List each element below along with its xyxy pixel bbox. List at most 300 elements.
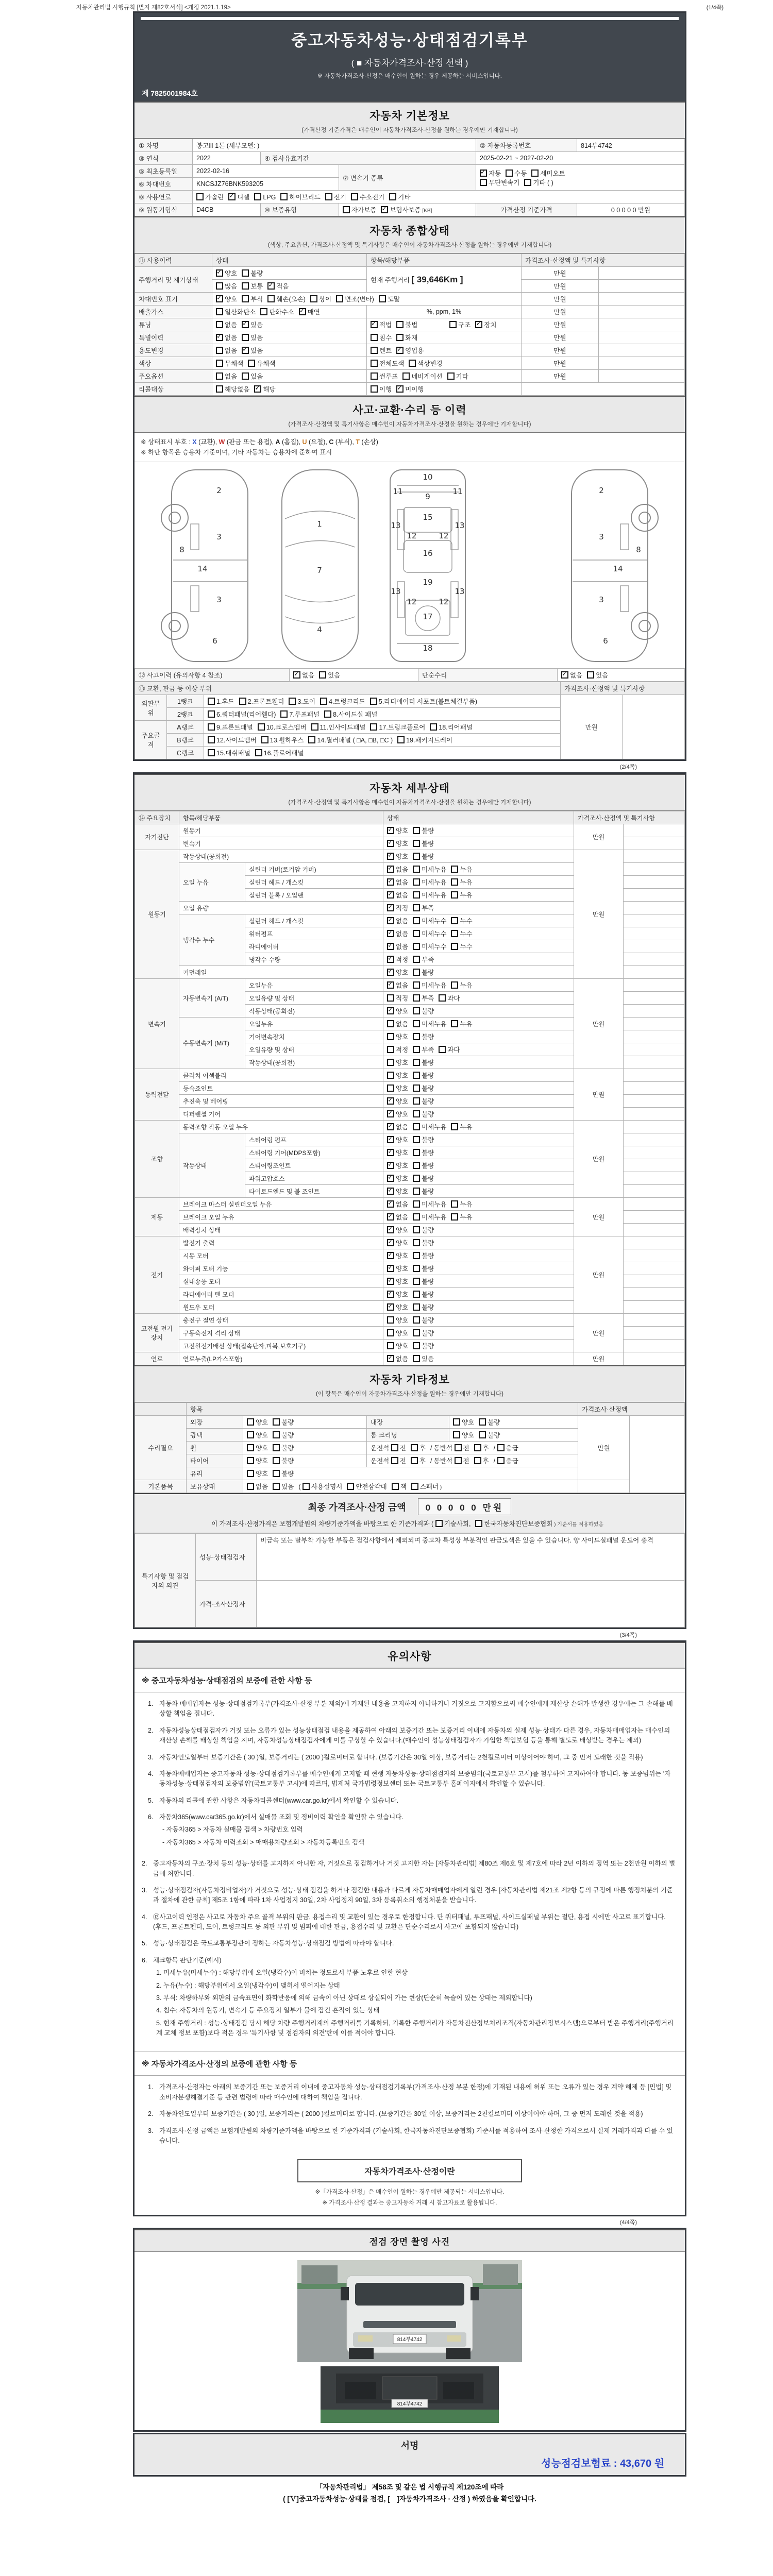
unchecked-box[interactable] [196,193,204,200]
checkbox-불량[interactable] [413,839,434,848]
checkbox-불량[interactable] [273,1430,294,1439]
unchecked-box[interactable] [392,1483,399,1490]
checkbox-양호[interactable] [387,1251,408,1260]
unchecked-box[interactable] [216,308,223,315]
unchecked-box[interactable] [247,1418,254,1426]
unchecked-box[interactable] [254,193,261,200]
unchecked-box[interactable] [387,1329,394,1336]
unchecked-box[interactable] [413,1084,420,1092]
checkbox-구조[interactable] [449,320,470,329]
checkbox-부족[interactable] [413,993,434,1003]
checkbox-6.쿼터패널(리어휀다)[interactable] [208,709,276,719]
checkbox-양호[interactable] [216,294,237,303]
checkbox-기타[interactable] [447,371,468,381]
checkbox-무단변속기[interactable] [480,178,519,187]
unchecked-box[interactable] [280,710,288,718]
unchecked-box[interactable] [216,372,223,380]
checkbox-양호[interactable] [387,1187,408,1196]
unchecked-box[interactable] [439,1046,446,1053]
checked-box[interactable] [387,1291,394,1298]
unchecked-box[interactable] [371,360,378,367]
checkbox-2.프론트휀더[interactable] [239,697,284,706]
checkbox-있음[interactable] [413,1354,434,1363]
checkbox-전[interactable] [430,1443,469,1452]
checked-box[interactable] [387,1110,394,1117]
unchecked-box[interactable] [289,698,296,705]
unchecked-box[interactable] [310,295,317,302]
unchecked-box[interactable] [267,295,275,302]
checkbox-기타 ( )[interactable] [524,178,553,187]
unchecked-box[interactable] [208,749,215,756]
checkbox-있음[interactable] [242,371,263,381]
unchecked-box[interactable] [409,360,416,367]
checkbox-훼손(오손)[interactable] [267,294,306,303]
unchecked-box[interactable] [242,334,249,341]
checkbox-없음[interactable] [216,320,237,329]
checkbox-불량[interactable] [413,1302,434,1312]
unchecked-box[interactable] [247,1444,254,1451]
unchecked-box[interactable] [413,1355,420,1362]
checkbox-LPG[interactable] [254,193,276,201]
checkbox-8.사이드실 패널[interactable] [324,709,377,719]
unchecked-box[interactable] [379,295,386,302]
checkbox-불량[interactable] [413,1083,434,1093]
checkbox-있음[interactable] [242,320,263,329]
unchecked-box[interactable] [413,1316,420,1324]
checkbox-미세누수[interactable] [413,916,446,925]
checkbox-양호[interactable] [387,1006,408,1015]
checkbox-디젤[interactable] [228,192,249,201]
checkbox-없음[interactable] [387,1354,408,1363]
checkbox-없음[interactable] [387,929,408,938]
checkbox-15.대쉬패널[interactable] [208,748,250,757]
unchecked-box[interactable] [479,1431,486,1438]
unchecked-box[interactable] [324,710,331,718]
checked-box[interactable] [387,956,394,963]
checkbox-불량[interactable] [413,1264,434,1273]
checked-box[interactable] [387,1252,394,1259]
checked-box[interactable] [299,308,306,315]
unchecked-box[interactable] [453,1418,460,1426]
checkbox-양호[interactable] [387,1135,408,1144]
checkbox-화재[interactable] [396,333,417,342]
checkbox-7.루프패널[interactable] [280,709,320,719]
checkbox-양호[interactable] [387,1277,408,1286]
checkbox-양호[interactable] [247,1456,268,1465]
checked-box[interactable] [242,321,249,328]
checkbox-많음[interactable] [216,281,237,291]
checkbox-불량[interactable] [413,1148,434,1157]
checkbox-양호[interactable] [453,1417,474,1427]
unchecked-box[interactable] [387,1046,394,1053]
checkbox-불량[interactable] [242,268,263,278]
checkbox-5.라디에이터 서포트(볼트체결부품)[interactable] [370,697,477,706]
checkbox-없음[interactable] [216,371,237,381]
checkbox-불량[interactable] [273,1456,294,1465]
checkbox-세미오토[interactable] [531,168,565,178]
checkbox-없음[interactable] [387,1019,408,1028]
checked-box[interactable] [387,1149,394,1156]
unchecked-box[interactable] [413,1046,420,1053]
checkbox-미세누유[interactable] [413,1019,446,1028]
checkbox-없음[interactable] [561,670,582,680]
checkbox-누유[interactable] [451,980,472,990]
checked-box[interactable] [387,1278,394,1285]
checked-box[interactable] [387,1007,394,1014]
unchecked-box[interactable] [451,943,458,950]
unchecked-box[interactable] [413,943,420,950]
unchecked-box[interactable] [370,698,377,705]
unchecked-box[interactable] [336,295,343,302]
unchecked-box[interactable] [343,206,350,213]
checked-box[interactable] [387,1200,394,1208]
unchecked-box[interactable] [451,1123,458,1130]
unchecked-box[interactable] [413,969,420,976]
unchecked-box[interactable] [413,1188,420,1195]
checkbox-누유[interactable] [451,1212,472,1222]
checkbox-전[interactable] [371,1456,406,1465]
checkbox-있음[interactable] [242,346,263,355]
unchecked-box[interactable] [216,347,223,354]
unchecked-box[interactable] [396,334,404,341]
checkbox-양호[interactable] [387,1328,408,1337]
unchecked-box[interactable] [451,1200,458,1208]
unchecked-box[interactable] [435,1520,443,1527]
checked-box[interactable] [475,321,482,328]
checkbox-미세누유[interactable] [413,1199,446,1209]
unchecked-box[interactable] [216,282,223,290]
checkbox-양호[interactable] [387,1238,408,1247]
unchecked-box[interactable] [387,1316,394,1324]
checked-box[interactable] [387,1123,394,1130]
checked-box[interactable] [381,206,388,213]
unchecked-box[interactable] [397,736,405,743]
checkbox-불량[interactable] [413,1277,434,1286]
checkbox-18.리어패널[interactable] [430,722,473,732]
checkbox-후[interactable] [474,1443,489,1452]
checkbox-상이[interactable] [310,294,331,303]
checkbox-미세누수[interactable] [413,942,446,951]
checkbox-불량[interactable] [413,1109,434,1118]
checkbox-양호[interactable] [387,852,408,861]
checkbox-과다[interactable] [439,993,460,1003]
unchecked-box[interactable] [413,1072,420,1079]
unchecked-box[interactable] [371,372,378,380]
checkbox-양호[interactable] [387,1174,408,1183]
checkbox-양호[interactable] [387,1148,408,1157]
checkbox-미이행[interactable] [396,384,424,394]
checkbox-불량[interactable] [413,1187,434,1196]
unchecked-box[interactable] [311,723,318,731]
unchecked-box[interactable] [260,308,267,315]
unchecked-box[interactable] [273,1483,280,1490]
unchecked-box[interactable] [370,723,377,731]
checkbox-19.패키지트레이[interactable] [397,735,452,744]
checkbox-일산화탄소[interactable] [216,307,256,316]
unchecked-box[interactable] [239,698,246,705]
unchecked-box[interactable] [455,1457,462,1464]
checkbox-변조(변타)[interactable] [336,294,374,303]
unchecked-box[interactable] [413,1162,420,1169]
unchecked-box[interactable] [273,1418,280,1426]
unchecked-box[interactable] [351,193,358,200]
checkbox-스패너[interactable] [411,1482,442,1491]
checked-box[interactable] [396,347,404,354]
unchecked-box[interactable] [413,878,420,886]
checkbox-사용설명서[interactable] [298,1482,342,1491]
unchecked-box[interactable] [451,930,458,937]
unchecked-box[interactable] [524,179,531,186]
checkbox-불량[interactable] [413,1071,434,1080]
unchecked-box[interactable] [347,1483,354,1490]
unchecked-box[interactable] [506,170,513,177]
checkbox-무채색[interactable] [216,359,243,368]
checkbox-미세누유[interactable] [413,877,446,887]
checkbox-없음[interactable] [387,1212,408,1222]
checked-box[interactable] [561,671,568,679]
checkbox-양호[interactable] [387,1071,408,1080]
checked-box[interactable] [387,1162,394,1169]
unchecked-box[interactable] [247,1431,254,1438]
unchecked-box[interactable] [413,1110,420,1117]
unchecked-box[interactable] [391,1444,398,1451]
checked-box[interactable] [387,1175,394,1182]
checkbox-색상변경[interactable] [409,359,442,368]
checkbox-보험사보증[interactable] [381,205,432,214]
checkbox-누유[interactable] [451,1019,472,1028]
checkbox-양호[interactable] [387,1302,408,1312]
unchecked-box[interactable] [387,1020,394,1027]
unchecked-box[interactable] [273,1457,280,1464]
unchecked-box[interactable] [242,295,249,302]
unchecked-box[interactable] [371,385,378,393]
unchecked-box[interactable] [325,193,332,200]
unchecked-box[interactable] [396,321,404,328]
unchecked-box[interactable] [402,372,410,380]
checkbox-후[interactable] [411,1443,426,1452]
checkbox-누유[interactable] [451,1199,472,1209]
unchecked-box[interactable] [387,994,394,1002]
unchecked-box[interactable] [387,1033,394,1040]
unchecked-box[interactable] [280,193,288,200]
unchecked-box[interactable] [451,981,458,989]
unchecked-box[interactable] [387,1059,394,1066]
unchecked-box[interactable] [208,736,215,743]
checkbox-양호[interactable] [387,839,408,848]
unchecked-box[interactable] [273,1470,280,1477]
checkbox-미세누유[interactable] [413,980,446,990]
checkbox-영업용[interactable] [396,346,424,355]
checkbox-불량[interactable] [479,1430,500,1439]
checkbox-16.플로어패널[interactable] [255,748,304,757]
checkbox-불량[interactable] [413,1161,434,1170]
checked-box[interactable] [387,904,394,911]
checked-box[interactable] [387,1097,394,1105]
checkbox-썬루프[interactable] [371,371,398,381]
unchecked-box[interactable] [411,1444,418,1451]
checkbox-있음[interactable] [319,670,340,680]
unchecked-box[interactable] [430,723,437,731]
unchecked-box[interactable] [413,853,420,860]
checkbox-없음[interactable] [387,865,408,874]
checkbox-불량[interactable] [413,826,434,835]
unchecked-box[interactable] [248,360,255,367]
unchecked-box[interactable] [413,827,420,834]
unchecked-box[interactable] [480,179,487,186]
unchecked-box[interactable] [474,1457,481,1464]
checkbox-양호[interactable] [216,268,237,278]
checkbox-양호[interactable] [387,1264,408,1273]
unchecked-box[interactable] [242,282,249,290]
unchecked-box[interactable] [247,1483,254,1490]
unchecked-box[interactable] [497,1457,505,1464]
unchecked-box[interactable] [413,904,420,911]
checkbox-유채색[interactable] [248,359,275,368]
checkbox-불량[interactable] [413,1058,434,1067]
checked-box[interactable] [387,827,394,834]
checkbox-누수[interactable] [451,929,472,938]
checkbox-해당[interactable] [254,384,275,394]
unchecked-box[interactable] [453,1431,460,1438]
unchecked-box[interactable] [413,917,420,924]
unchecked-box[interactable] [439,994,446,1002]
unchecked-box[interactable] [451,1213,458,1221]
unchecked-box[interactable] [413,1342,420,1349]
unchecked-box[interactable] [451,917,458,924]
checkbox-없음[interactable] [387,1122,408,1131]
checkbox-매연[interactable] [299,307,320,316]
checkbox-없음[interactable] [387,877,408,887]
unchecked-box[interactable] [208,710,215,718]
checked-box[interactable] [293,671,300,679]
checkbox-11.인사이드패널[interactable] [311,722,366,732]
checkbox-있음[interactable] [273,1482,294,1491]
unchecked-box[interactable] [216,321,223,328]
checked-box[interactable] [387,1265,394,1272]
unchecked-box[interactable] [387,1072,394,1079]
checkbox-누유[interactable] [451,877,472,887]
checkbox-양호[interactable] [247,1417,268,1427]
checkbox-누유[interactable] [451,865,472,874]
checkbox-양호[interactable] [387,1290,408,1299]
unchecked-box[interactable] [451,891,458,899]
checkbox-양호[interactable] [387,1032,408,1041]
unchecked-box[interactable] [413,1007,420,1014]
checkbox-과다[interactable] [439,1045,460,1054]
unchecked-box[interactable] [413,956,420,963]
checkbox-불량[interactable] [273,1469,294,1478]
checkbox-양호[interactable] [387,1161,408,1170]
checked-box[interactable] [387,1303,394,1311]
checkbox-장치[interactable] [475,320,496,329]
checkbox-불량[interactable] [413,968,434,977]
unchecked-box[interactable] [208,723,215,731]
unchecked-box[interactable] [413,1265,420,1272]
checkbox-13.휠하우스[interactable] [261,735,304,744]
unchecked-box[interactable] [413,1213,420,1221]
checkbox-없음[interactable] [387,916,408,925]
unchecked-box[interactable] [413,891,420,899]
checked-box[interactable] [396,385,404,393]
checkbox-없음[interactable] [387,890,408,900]
unchecked-box[interactable] [308,736,315,743]
checkbox-양호[interactable] [247,1469,268,1478]
unchecked-box[interactable] [413,1291,420,1298]
checkbox-불량[interactable] [413,1328,434,1337]
unchecked-box[interactable] [479,1418,486,1426]
checkbox-적음[interactable] [267,281,289,291]
checked-box[interactable] [387,1239,394,1246]
checked-box[interactable] [387,878,394,886]
checkbox-불량[interactable] [479,1417,500,1427]
checkbox-전[interactable] [371,1443,406,1452]
checkbox-자가보증[interactable] [343,205,376,214]
unchecked-box[interactable] [587,671,594,679]
checkbox-해당없음[interactable] [216,384,249,394]
checkbox-불법[interactable] [396,320,417,329]
checkbox-10.크로스멤버[interactable] [258,722,307,732]
checkbox-전기[interactable] [325,192,346,201]
unchecked-box[interactable] [413,1175,420,1182]
checkbox-양호[interactable] [453,1430,474,1439]
unchecked-box[interactable] [273,1431,280,1438]
checkbox-없음[interactable] [387,980,408,990]
unchecked-box[interactable] [371,347,378,354]
checked-box[interactable] [387,917,394,924]
unchecked-box[interactable] [449,321,457,328]
unchecked-box[interactable] [413,1278,420,1285]
checked-box[interactable] [228,193,236,200]
checkbox-적정[interactable] [387,955,408,964]
checked-box[interactable] [387,930,394,937]
checkbox-양호[interactable] [387,1058,408,1067]
checkbox-하이브리드[interactable] [280,192,320,201]
checkbox-9.프론트패널[interactable] [208,722,253,732]
unchecked-box[interactable] [303,1483,310,1490]
checked-box[interactable] [267,282,275,290]
checkbox-불량[interactable] [413,1225,434,1234]
checked-box[interactable] [387,943,394,950]
checkbox-불량[interactable] [413,1174,434,1183]
unchecked-box[interactable] [413,1136,420,1143]
unchecked-box[interactable] [413,840,420,847]
checked-box[interactable] [216,269,223,277]
checkbox-적법[interactable] [371,320,392,329]
unchecked-box[interactable] [411,1457,418,1464]
unchecked-box[interactable] [320,698,327,705]
unchecked-box[interactable] [451,1020,458,1027]
checkbox-없음[interactable] [216,333,237,342]
checked-box[interactable] [387,1188,394,1195]
checkbox-불량[interactable] [413,1251,434,1260]
checked-box[interactable] [387,1355,394,1362]
checkbox-적정[interactable] [387,1045,408,1054]
unchecked-box[interactable] [273,1444,280,1451]
checkbox-후[interactable] [411,1456,426,1465]
unchecked-box[interactable] [389,193,396,200]
unchecked-box[interactable] [413,866,420,873]
checkbox-불량[interactable] [413,1238,434,1247]
checkbox-없음[interactable] [216,346,237,355]
unchecked-box[interactable] [413,1239,420,1246]
unchecked-box[interactable] [411,1483,418,1490]
unchecked-box[interactable] [413,1020,420,1027]
checkbox-양호[interactable] [247,1443,268,1452]
checkbox-미세누유[interactable] [413,890,446,900]
checkbox-불량[interactable] [413,852,434,861]
checkbox-탄화수소[interactable] [260,307,294,316]
checked-box[interactable] [387,891,394,899]
